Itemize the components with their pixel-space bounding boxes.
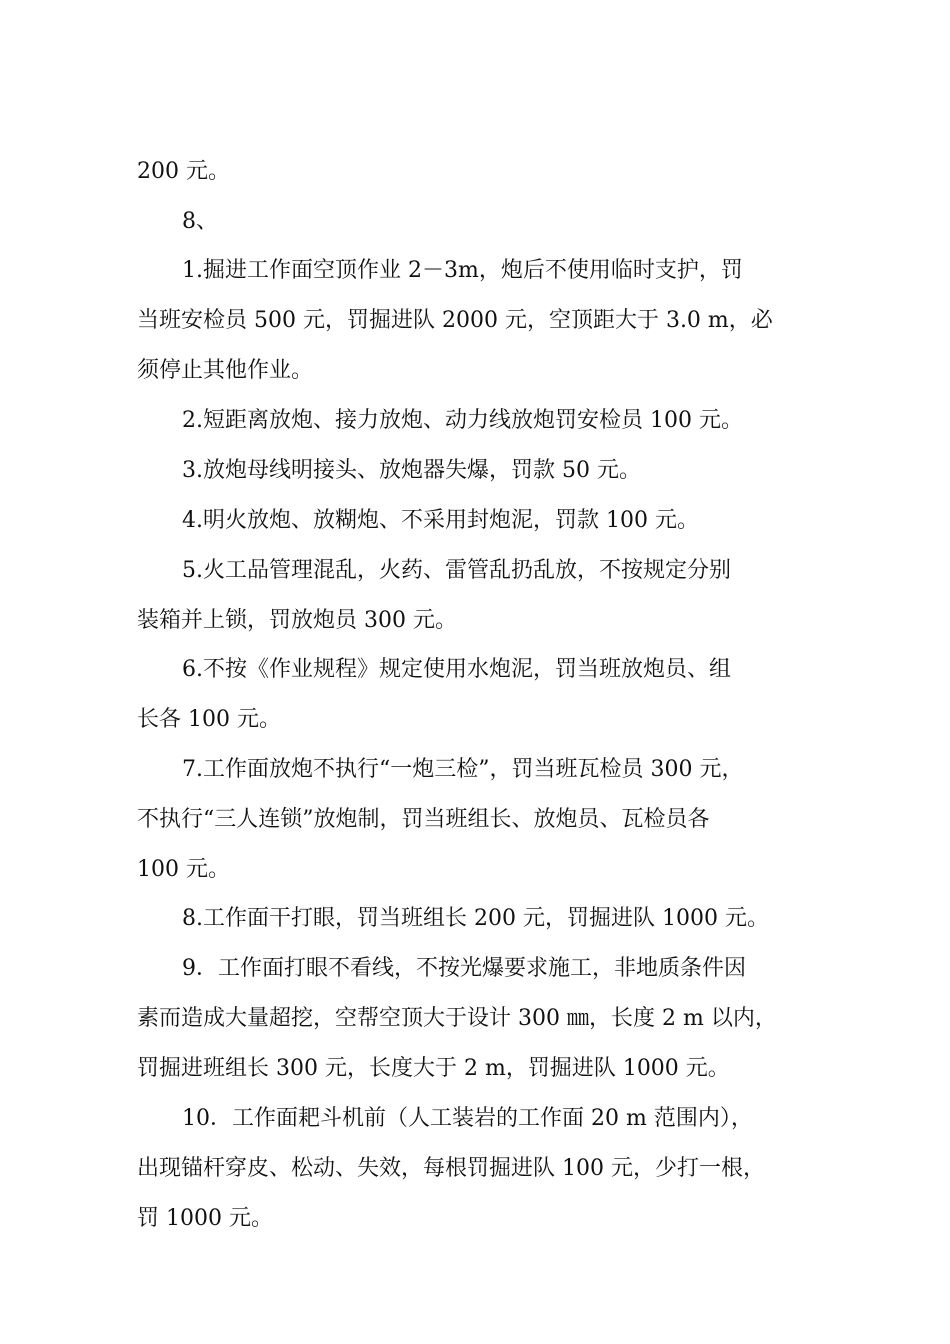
text-line: 素而造成大量超挖，空帮空顶大于设计 300 ㎜，长度 2 m 以内， [137, 1006, 777, 1031]
text-line: 5.火工品管理混乱，火药、雷管乱扔乱放，不按规定分别 [182, 558, 731, 583]
text-line: 须停止其他作业。 [137, 358, 314, 383]
text-line: 200 元。 [137, 159, 230, 184]
text-line: 10．工作面耙斗机前（人工装岩的工作面 20 m 范围内）， [182, 1106, 753, 1131]
text-line: 1.掘进工作面空顶作业 2－3m，炮后不使用临时支护，罚 [182, 258, 743, 283]
text-line: 7.工作面放炮不执行“一炮三检”，罚当班瓦检员 300 元， [182, 757, 744, 782]
text-line: 8.工作面干打眼，罚当班组长 200 元，罚掘进队 1000 元。 [182, 906, 769, 931]
text-line: 3.放炮母线明接头、放炮器失爆，罚款 50 元。 [182, 458, 641, 483]
text-line: 9．工作面打眼不看线，不按光爆要求施工，非地质条件因 [182, 956, 746, 981]
text-line: 6.不按《作业规程》规定使用水炮泥，罚当班放炮员、组 [182, 657, 731, 682]
text-line: 4.明火放炮、放糊炮、不采用封炮泥，罚款 100 元。 [182, 508, 699, 533]
text-line: 当班安检员 500 元，罚掘进队 2000 元，空顶距大于 3.0 m，必 [137, 308, 773, 333]
text-line: 出现锚杆穿皮、松动、失效，每根罚掘进队 100 元，少打一根， [137, 1156, 765, 1181]
text-line: 不执行“三人连锁”放炮制，罚当班组长、放炮员、瓦检员各 [137, 807, 710, 832]
text-line: 罚掘进班组长 300 元，长度大于 2 m，罚掘进队 1000 元。 [137, 1056, 730, 1081]
text-line: 长各 100 元。 [137, 707, 281, 732]
text-line: 罚 1000 元。 [137, 1206, 273, 1231]
text-line: 100 元。 [137, 857, 230, 882]
text-line: 2.短距离放炮、接力放炮、动力线放炮罚安检员 100 元。 [182, 408, 743, 433]
section-number: 8、 [182, 209, 218, 234]
text-line: 装箱并上锁，罚放炮员 300 元。 [137, 608, 457, 633]
